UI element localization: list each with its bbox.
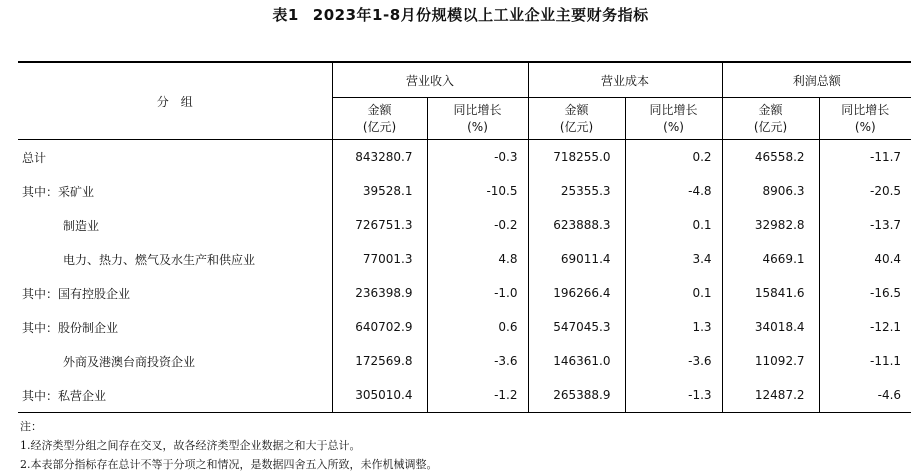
cost-amount: 547045.3 [528, 310, 625, 344]
cost-amount: 146361.0 [528, 344, 625, 378]
revenue-growth: 4.8 [427, 242, 528, 276]
profit-amount: 4669.1 [722, 242, 819, 276]
metric-header-revenue: 营业收入 [332, 62, 528, 98]
row-category: 其中：私营企业 [18, 378, 332, 413]
note-item: 1.经济类型分组之间存在交叉，故各经济类型企业数据之和大于总计。 [20, 439, 361, 452]
metric-header-profit: 利润总额 [722, 62, 911, 98]
profit-growth: -12.1 [869, 320, 902, 334]
revenue-growth: -1.2 [427, 378, 528, 413]
table-row [18, 140, 911, 175]
cost-growth: 3.4 [625, 242, 722, 276]
table-number: 表1 [272, 6, 299, 24]
table-row [18, 378, 911, 413]
profit-growth: -20.5 [869, 184, 902, 198]
table-row [18, 208, 911, 242]
revenue-amount: 726751.3 [332, 208, 427, 242]
cost-growth: 1.3 [625, 310, 722, 344]
revenue-growth: -0.2 [427, 208, 528, 242]
profit-amount: 32982.8 [722, 208, 819, 242]
revenue-amount: 39528.1 [332, 174, 427, 208]
profit-growth: -11.7 [869, 150, 902, 164]
cost-amount: 196266.4 [528, 276, 625, 310]
revenue-amount: 640702.9 [332, 310, 427, 344]
revenue-growth: 0.6 [427, 310, 528, 344]
profit-amount: 12487.2 [722, 378, 819, 413]
note-item: 2.本表部分指标存在总计不等于分项之和情况，是数据四舍五入所致，未作机械调整。 [20, 458, 438, 471]
row-category: 外商及港澳台商投资企业 [18, 344, 332, 378]
profit-amount: 8906.3 [722, 174, 819, 208]
table-row [18, 174, 911, 208]
cost-amount: 69011.4 [528, 242, 625, 276]
table-notes [20, 417, 438, 474]
table-row [18, 276, 911, 310]
profit-growth: -16.5 [869, 286, 902, 300]
profit-amount: 46558.2 [722, 140, 819, 175]
revenue-growth: -3.6 [427, 344, 528, 378]
revenue-growth: -10.5 [427, 174, 528, 208]
profit-amount: 11092.7 [722, 344, 819, 378]
revenue-growth: -1.0 [427, 276, 528, 310]
subheader-growth: 同比增长 (%) [427, 98, 528, 140]
subheader-growth: 同比增长 (%) [625, 98, 722, 140]
financial-indicators-table [18, 61, 911, 413]
row-category: 制造业 [18, 208, 332, 242]
revenue-amount: 843280.7 [332, 140, 427, 175]
subheader-amount: 金额 (亿元) [528, 98, 625, 140]
revenue-amount: 172569.8 [332, 344, 427, 378]
cost-growth: 0.2 [625, 140, 722, 175]
profit-amount: 15841.6 [722, 276, 819, 310]
subheader-amount: 金额 (亿元) [722, 98, 819, 140]
profit-amount: 34018.4 [722, 310, 819, 344]
revenue-amount: 236398.9 [332, 276, 427, 310]
row-category: 其中：采矿业 [18, 174, 332, 208]
profit-growth: -4.6 [819, 378, 911, 413]
metric-header-cost: 营业成本 [528, 62, 722, 98]
cost-amount: 718255.0 [528, 140, 625, 175]
cost-growth: 0.1 [625, 208, 722, 242]
subheader-amount: 金额 (亿元) [332, 98, 427, 140]
cost-growth: -1.3 [625, 378, 722, 413]
notes-heading: 注： [20, 420, 42, 433]
table-title-text: 2023年1-8月份规模以上工业企业主要财务指标 [312, 6, 649, 24]
group-header: 分 组 [18, 62, 332, 140]
profit-growth: -13.7 [869, 218, 902, 232]
table-row [18, 242, 911, 276]
revenue-amount: 77001.3 [332, 242, 427, 276]
row-category: 其中：国有控股企业 [18, 276, 332, 310]
row-category: 其中：股份制企业 [18, 310, 332, 344]
cost-growth: 0.1 [625, 276, 722, 310]
table-title [0, 4, 921, 25]
cost-growth: -4.8 [625, 174, 722, 208]
cost-growth: -3.6 [625, 344, 722, 378]
revenue-amount: 305010.4 [332, 378, 427, 413]
profit-growth: 40.4 [874, 252, 902, 266]
cost-amount: 623888.3 [528, 208, 625, 242]
profit-growth: -11.1 [869, 354, 902, 368]
table-row [18, 310, 911, 344]
row-category: 总计 [18, 140, 332, 175]
revenue-growth: -0.3 [427, 140, 528, 175]
subheader-growth: 同比增长 (%) [841, 102, 890, 134]
header-row-metrics [18, 62, 911, 98]
row-category: 电力、热力、燃气及水生产和供应业 [18, 242, 332, 276]
table-row [18, 344, 911, 378]
cost-amount: 265388.9 [528, 378, 625, 413]
cost-amount: 25355.3 [528, 174, 625, 208]
